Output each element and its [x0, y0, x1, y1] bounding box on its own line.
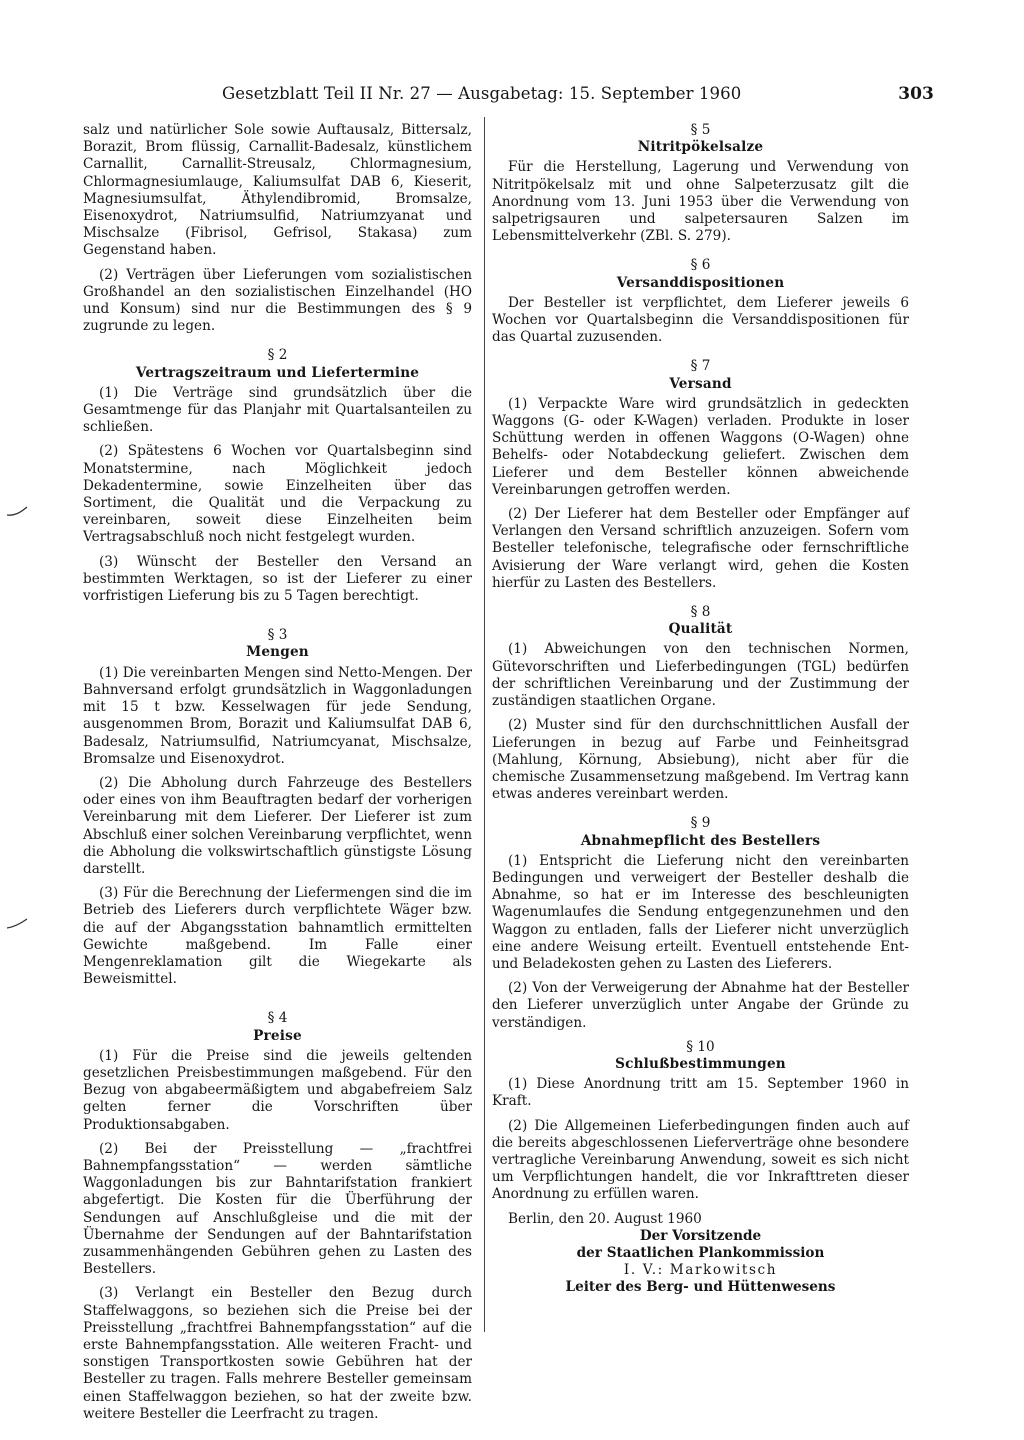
signatory-title: Der Vorsitzende — [639, 1227, 762, 1244]
section-7-title: Versand — [669, 375, 732, 392]
section-2-paragraph-3: (3) Wünscht der Besteller den Versand an bestimmten Werktagen, so ist der Lieferer zu einer vorfristigen Lieferung bis zu 5 Tagen berechtigt. — [83, 553, 472, 605]
section-3-number: § 3 — [267, 627, 288, 644]
section-3-paragraph-3: (3) Für die Berechnung der Liefermengen sind die im Betrieb des Lieferers durch verpflichtete Wäger bzw. die auf der Abgangsstation bahnamtlich ermittelten Gewichte maßgebend. Im Falle einer Mengenreklamation gilt die Wiegekarte als Beweismittel. — [83, 885, 472, 988]
right-column — [492, 122, 909, 1297]
section-5-paragraph-1: Für die Herstellung, Lagerung und Verwendung von Nitritpökelsalz mit und ohne Salpeterzusatz gilt die Anordnung vom 13. Juni 1953 über die Verwendung von salpetrigsauren und salpetersauren Salzen im Lebensmittelverkehr (ZBl. S. 279). — [492, 159, 909, 245]
section-8-paragraph-2: (2) Muster sind für den durchschnittlichen Ausfall der Lieferungen in bezug auf Farbe und Feinheitsgrad (Mahlung, Körnung, Absiebung), nicht aber für die chemische Zusammensetzung maßgebend. Im Vertrag kann etwas anderes vereinbart werden. — [492, 717, 909, 803]
section-3-title: Mengen — [246, 644, 309, 661]
signatory-authority: der Staatlichen Plankommission — [576, 1244, 825, 1261]
section-5-title: Nitritpökelsalze — [637, 139, 764, 156]
section-4-paragraph-3: (3) Verlangt ein Besteller den Bezug durch Staffelwaggons, so beziehen sich die Preise bei der Preisstellung „frachtfrei Bahnempfangsstation“ auf die erste Bahnempfangsstation. Alle weiteren Fracht- und sonstigen Transportkosten sowie Gebühren hat der Besteller zu tragen. Falls mehrere Besteller gemeinsam einen Staffelwaggon beziehen, so hat der zweite bzw. weitere Besteller die Leerfracht zu tragen. — [83, 1285, 472, 1422]
section-2-title: Vertragszeitraum und Liefertermine — [135, 364, 420, 381]
section-8-paragraph-1: (1) Abweichungen von den technischen Normen, Gütevorschriften und Lieferbedingungen (TGL) bedürfen der schriftlichen Vereinbarung und der Zustimmung der zuständigen staatlichen Organe. — [492, 641, 909, 710]
section-7-paragraph-1: (1) Verpackte Ware wird grundsätzlich in gedeckten Waggons (G- oder K-Wagen) verladen. Produkte in loser Schüttung werden in offenen Waggons (O-Wagen) ohne Behelfs- oder Notabdeckung geliefert. Zwischen dem Lieferer und dem Besteller können abweichende Vereinbarungen getroffen werden. — [492, 395, 909, 498]
section-6-number: § 6 — [690, 257, 711, 274]
section-2-paragraph-2: (2) Spätestens 6 Wochen vor Quartalsbeginn sind Monatstermine, nach Möglichkeit jedoch Dekadentermine, sowie Einzelheiten über das Sortiment, die Qualität und die Verpackung zu vereinbaren, soweit diese Einzelheiten beim Vertragsabschluß noch nicht festgelegt wurden. — [83, 443, 472, 546]
section-3-paragraph-2: (2) Die Abholung durch Fahrzeuge des Bestellers oder eines von ihm Beauftragten bedarf der vorherigen Vereinbarung mit dem Lieferer. Der Lieferer ist zum Abschluß einer solchen Vereinbarung verpflichtet, wenn die Abholung die volkswirtschaftlich günstigste Lösung darstellt. — [83, 774, 472, 877]
signature-block — [492, 1211, 909, 1297]
section-8-title: Qualität — [668, 621, 733, 638]
section-3-paragraph-1: (1) Die vereinbarten Mengen sind Netto-Mengen. Der Bahnversand erfolgt grundsätzlich in Waggonladungen mit 15 t bzw. Kesselwagen für jede Sendung, ausgenommen Brom, Borazit und Kaliumsulfat DAB 6, Badesalz, Natriumsulfid, Natriumcyanat, Mischsalze, Bromsalze und Eisenoxydrot. — [83, 664, 472, 767]
section-5-number: § 5 — [690, 122, 711, 138]
section-10-title: Schlußbestimmungen — [615, 1055, 786, 1072]
section-10-paragraph-1: (1) Diese Anordnung tritt am 15. September 1960 in Kraft. — [492, 1076, 909, 1110]
running-title: Gesetzblatt Teil II Nr. 27 — Ausgabetag: 15. September 1960 — [222, 84, 742, 103]
margin-check-mark-icon — [6, 506, 28, 518]
margin-check-mark-icon — [6, 918, 28, 930]
signatory-name: I. V.: Markowitsch — [623, 1262, 778, 1279]
section-7-paragraph-2: (2) Der Lieferer hat dem Besteller oder Empfänger auf Verlangen den Versand schriftlich anzuzeigen. Sofern vom Besteller telefonische, telegrafische oder fernschriftliche Avisierung der Ware verlangt wird, gehen die Kosten hierfür zu Lasten des Bestellers. — [492, 506, 909, 591]
section-2-number: § 2 — [267, 347, 288, 364]
page-number: 303 — [898, 84, 934, 104]
section-6-paragraph-1: Der Besteller ist verpflichtet, dem Lieferer jeweils 6 Wochen vor Quartalsbeginn die Versanddispositionen für das Quartal zuzusenden. — [492, 294, 909, 346]
section-8-number: § 8 — [690, 604, 711, 621]
place-and-date: Berlin, den 20. August 1960 — [508, 1210, 702, 1227]
section-4-title: Preise — [253, 1027, 302, 1044]
left-column — [83, 122, 472, 1430]
paragraph-intro-continuation: salz und natürlicher Sole sowie Auftausalz, Bittersalz, Borazit, Brom flüssig, Carnallit-Badesalz, künstlichem Carnallit, Carnallit-Streusalz, Chlormagnesium, Chlormagnesiumlauge, Kaliumsulfat DAB 6, Kieserit, Magnesiumsulfat, Äthylendibromid, Bromsalze, Eisenoxydrot, Natriumsulfid, Natriumzyanat und Mischsalze (Fibrisol, Gefrisol, Stakasa) zum Gegenstand haben. — [83, 122, 472, 259]
signatory-position: Leiter des Berg- und Hüttenwesens — [565, 1279, 836, 1296]
section-9-paragraph-1: (1) Entspricht die Lieferung nicht den vereinbarten Bedingungen und verweigert der Besteller deshalb die Abnahme, so hat er im Interesse des beschleunigten Wagenumlaufes die Sendung entgegenzunehmen und den Waggon zu entladen, falls der Lieferer nicht unverzüglich eine andere Weisung erteilt. Eventuell entstehende Ent- und Beladekosten gehen zu Lasten des Lieferers. — [492, 852, 909, 972]
section-10-paragraph-2: (2) Die Allgemeinen Lieferbedingungen finden auch auf die bereits abgeschlossenen Lieferverträge ohne besondere vertragliche Vereinbarung Anwendung, soweit es sich nicht um Verpflichtungen handelt, die vor Inkrafttreten dieser Anordnung zu erfüllen waren. — [492, 1117, 909, 1203]
section-10-number: § 10 — [686, 1038, 715, 1055]
section-4-paragraph-2: (2) Bei der Preisstellung — „frachtfrei Bahnempfangsstation“ — werden sämtliche Waggonladungen bis zur Bahntarifstation frankiert abgefertigt. Die Kosten für die Überführung der Sendungen auf Anschlußgleise und die mit der Übernahme der Sendungen auf der Bahntarifstation zusammenhängenden Gebühren gehen zu Lasten des Bestellers. — [83, 1140, 472, 1278]
section-9-title: Abnahmepflicht des Bestellers — [580, 832, 821, 849]
section-2-paragraph-1: (1) Die Verträge sind grundsätzlich über die Gesamtmenge für das Planjahr mit Quartalsanteilen zu schließen. — [83, 384, 472, 436]
section-9-paragraph-2: (2) Von der Verweigerung der Abnahme hat der Besteller den Lieferer unverzüglich unter Angabe der Gründe zu verständigen. — [492, 980, 909, 1031]
paragraph-1-2: (2) Verträgen über Lieferungen vom sozialistischen Großhandel an den sozialistischen Einzelhandel (HO und Konsum) sind nur die Bestimmungen des § 9 zugrunde zu legen. — [83, 266, 472, 335]
section-4-number: § 4 — [267, 1010, 288, 1027]
section-6-title: Versanddispositionen — [616, 274, 785, 291]
section-7-number: § 7 — [690, 358, 711, 375]
section-9-number: § 9 — [690, 815, 711, 832]
section-4-paragraph-1: (1) Für die Preise sind die jeweils geltenden gesetzlichen Preisbestimmungen maßgebend. Für den Bezug von abgabeermäßigtem und abgabefreiem Salz gelten ferner die Vorschriften über Produktionsabgaben. — [83, 1047, 472, 1133]
column-divider — [484, 117, 485, 1332]
page-header — [222, 84, 934, 108]
